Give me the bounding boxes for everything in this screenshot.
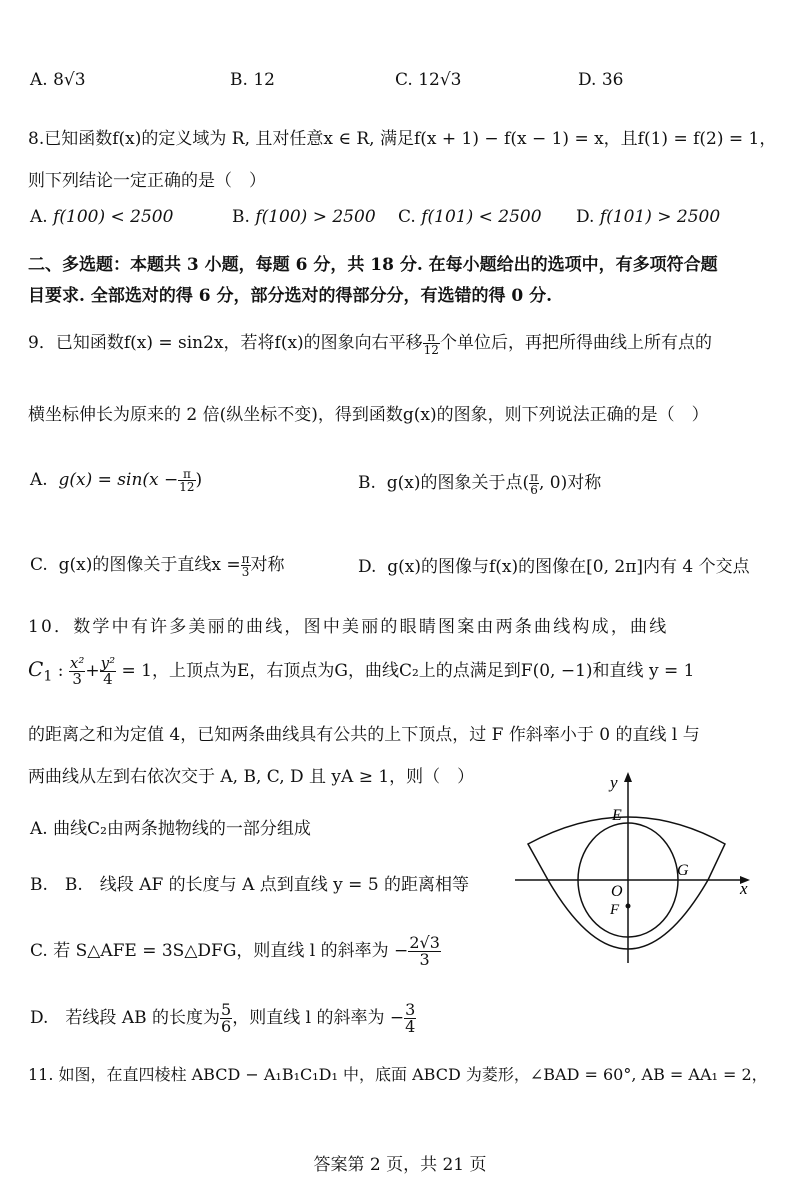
focus-point-f [626,904,631,909]
q7-option-d: D. 36 [578,70,624,90]
q10-option-d: D. 若线段 AB 的长度为 $\frac{5}{6}$ ，则直线 l 的斜率为 − $\frac{3}{4}$ [30,1000,416,1036]
q8-option-a: A. f(100) < 2500 [30,207,174,227]
q8-stem-line2: 则下列结论一定正确的是（ ） [28,171,266,191]
page-footer: 答案第 2 页，共 21 页 [313,1155,487,1175]
y-axis-arrow [624,772,632,782]
curve-c2-eye [528,817,725,949]
q11-stem-line1: 11. 如图，在直四棱柱 ABCD − A₁B₁C₁D₁ 中，底面 ABCD 为菱形，∠BAD = 60°, AB = AA₁ = 2， [28,1065,768,1084]
q10-stem-line4: 两曲线从左到右依次交于 A, B, C, D 且 yA ≥ 1，则（ ） [28,767,475,787]
label-f: F [610,902,620,918]
q9-option-d: D. g(x)的图像与f(x)的图像在[0, 2π]内有 4 个交点 [358,557,750,577]
q10-option-a: A. 曲线C₂由两条抛物线的一部分组成 [30,819,311,839]
q10-stem-line3: 的距离之和为定值 4，已知两条曲线具有公共的上下顶点，过 F 作斜率小于 0 的直线 l 与 [28,725,700,745]
eye-curve-figure [510,768,760,968]
q9-stem-line2: 横坐标伸长为原来的 2 倍(纵坐标不变)，得到函数g(x)的图象，则下列说法正确的是（ ） [28,405,709,425]
section2-heading-line2: 目要求. 全部选对的得 6 分，部分选对的得部分分，有选错的得 0 分. [28,286,553,306]
label-y: y [610,773,618,792]
q8-option-c: C. f(101) < 2500 [398,207,542,227]
q7-option-a: A. 8√3 [30,70,86,90]
q8-option-d: D. f(101) > 2500 [576,207,721,227]
q10-stem-line1: 10．数学中有许多美丽的曲线，图中美丽的眼睛图案由两条曲线构成，曲线 [28,617,669,637]
section2-heading-line1: 二、多选题：本题共 3 小题，每题 6 分，共 18 分. 在每小题给出的选项中，有多项符合题 [28,255,718,275]
q8-option-b: B. f(100) > 2500 [232,207,376,227]
label-x: x [740,879,748,898]
q10-stem-line2: $C_1$ : $\frac{\text{x²}}{3}$ + $\frac{\text{y²}}{4}$ = 1，上顶点为E，右顶点为G，曲线C₂上的点满足到F(0, −1)和直线 y = 1 [28,654,695,688]
label-e: E [612,807,622,824]
q7-option-b: B. 12 [230,70,275,90]
label-g: G [677,862,689,879]
q9-option-a: A. g(x) = sin(x − $\frac{\pi}{12}$ ) [30,467,203,494]
q9-stem-line1: 9．已知函数f(x) = sin2x，若将f(x)的图象向右平移 $\frac{\pi}{12}$ 个单位后，再把所得曲线上所有点的 [28,330,712,357]
q7-option-c: C. 12√3 [395,70,462,90]
label-o: O [611,883,623,900]
q9-option-b: B. g(x)的图象关于点( $\frac{\pi}{6}$ , 0)对称 [358,470,602,497]
q8-stem-line1: 8.已知函数f(x)的定义域为 R, 且对任意x ∈ R, 满足f(x + 1) − f(x − 1) = x，且f(1) = f(2) = 1， [28,129,777,149]
q10-option-c: C. 若 S△AFE = 3S△DFG，则直线 l 的斜率为 − $\frac{2√3}{3}$ [30,933,440,969]
q10-option-b: B. B. 线段 AF 的长度与 A 点到直线 y = 5 的距离相等 [30,875,470,895]
q9-option-c: C. g(x)的图像关于直线x = $\frac{\pi}{3}$ 对称 [30,552,285,579]
